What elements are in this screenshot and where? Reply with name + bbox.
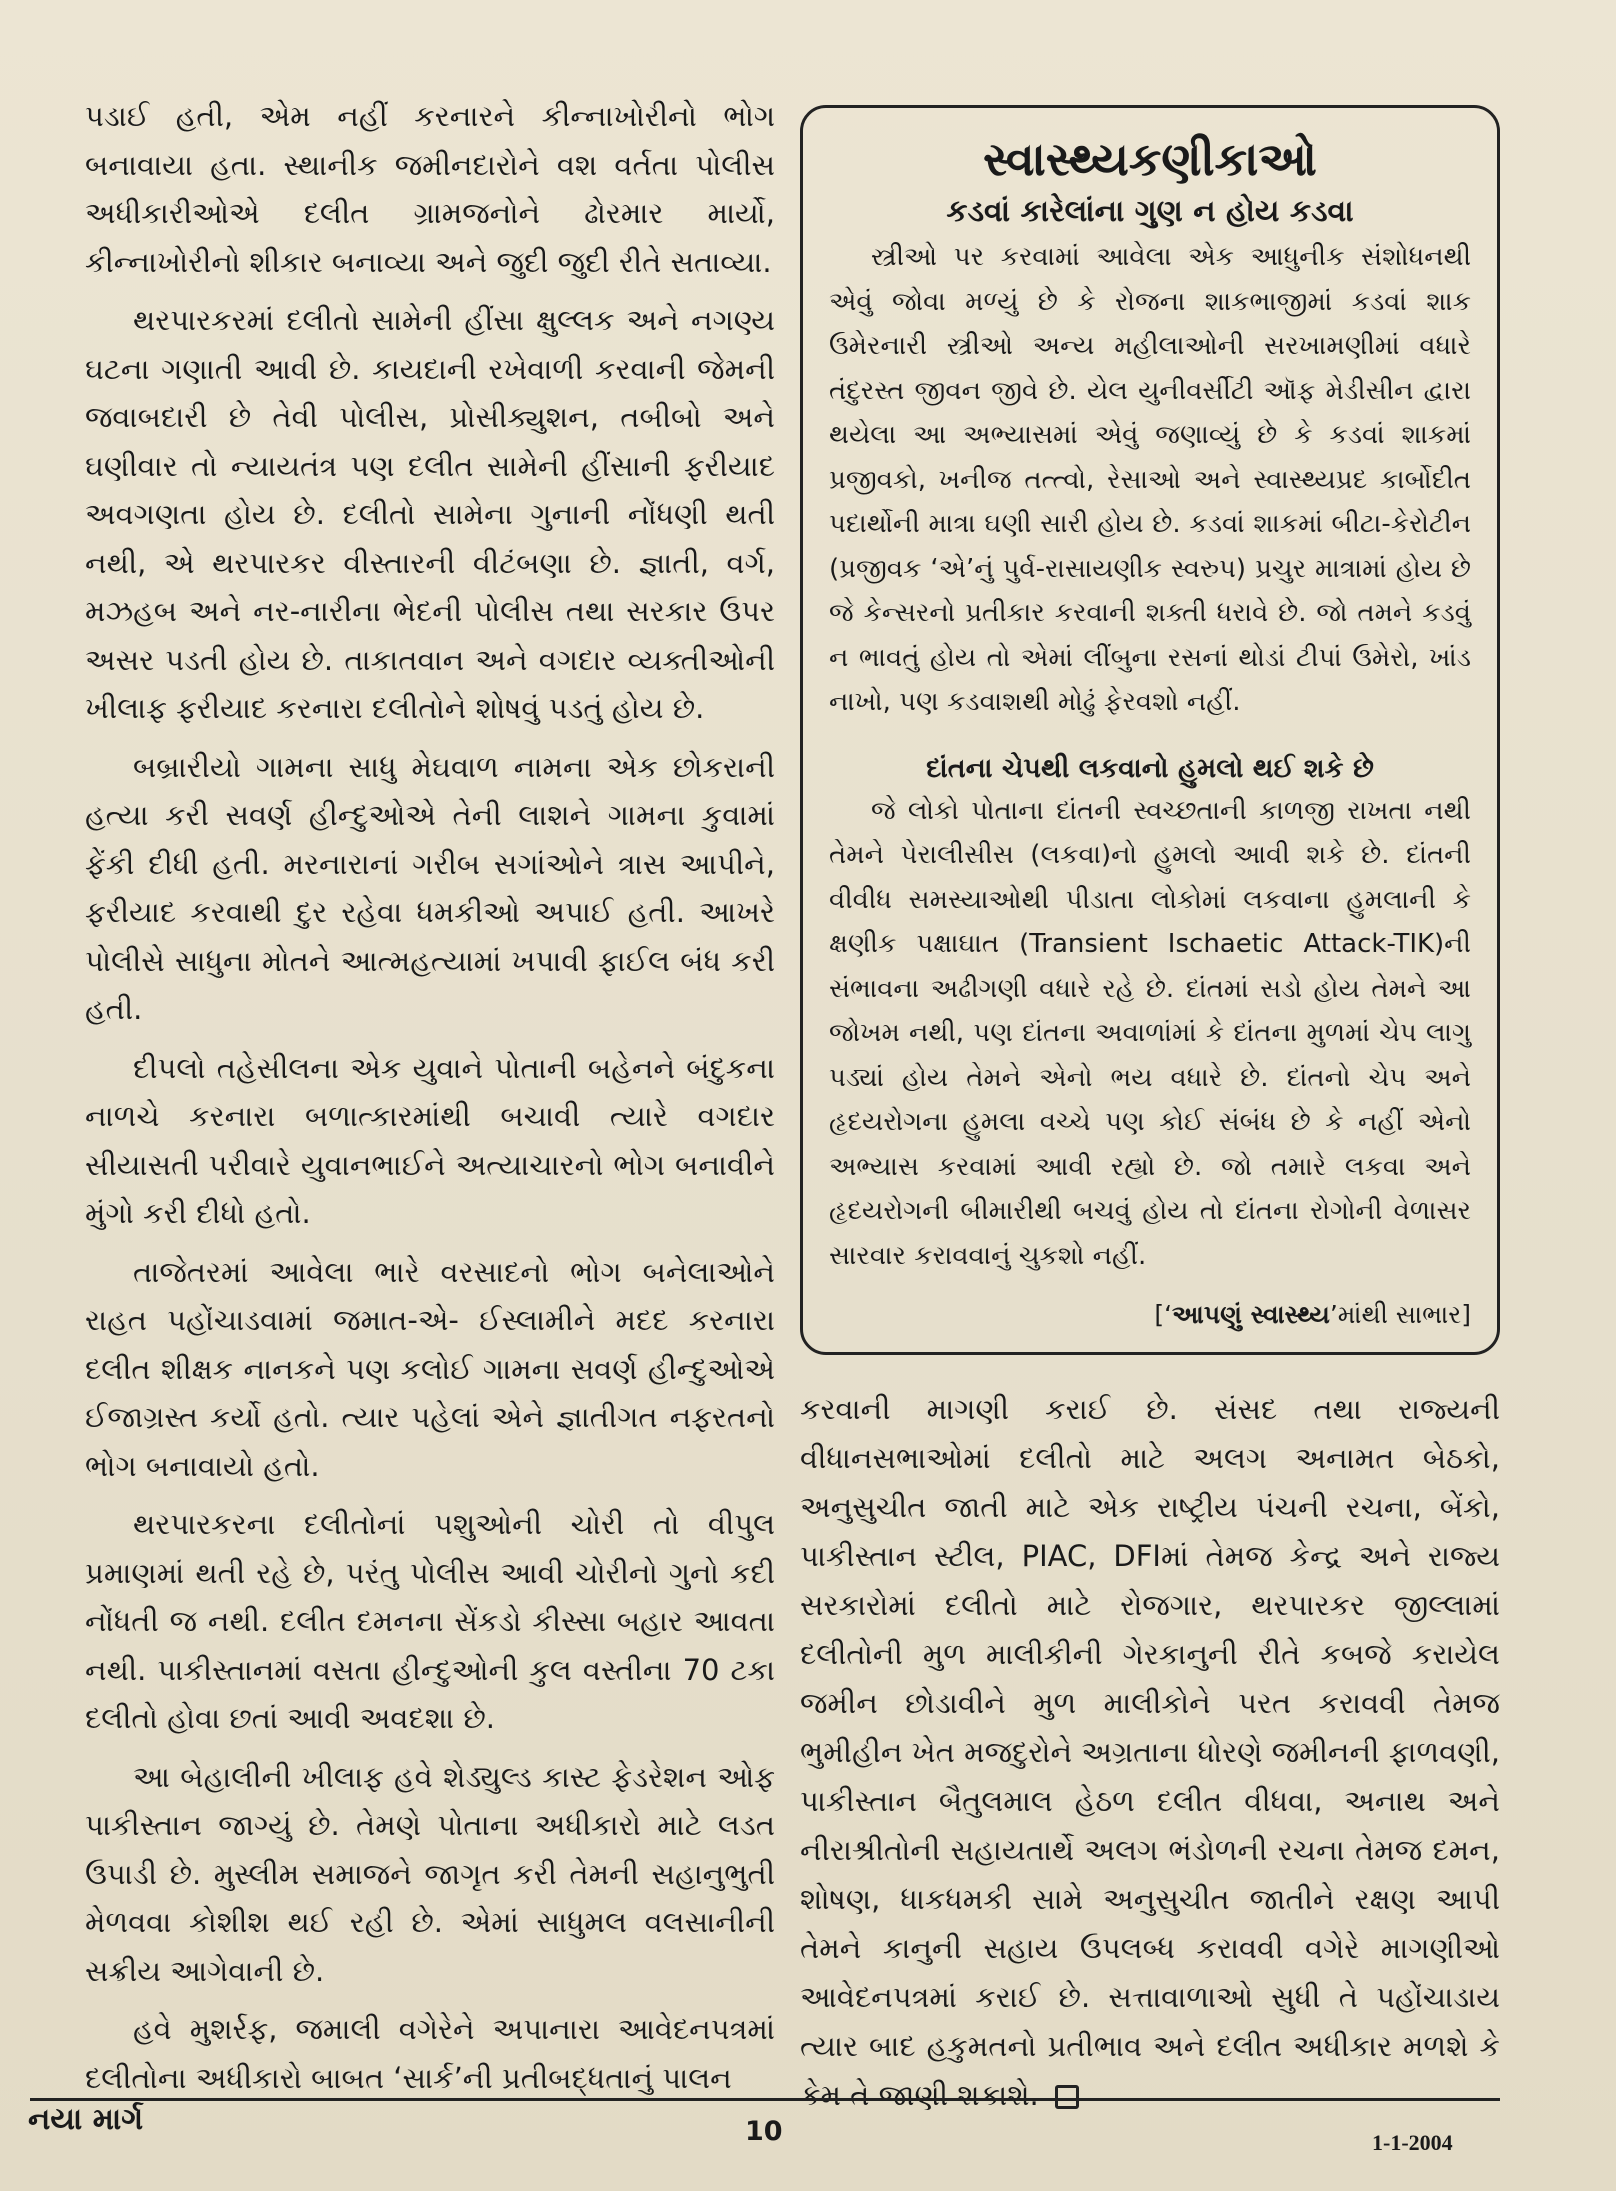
paragraph: થરપારકરના દલીતોનાં પશુઓની ચોરી તો વીપુલ પ્રમાણમાં થતી રહે છે, પરંતુ પોલીસ આવી ચોરીનો ગુનો કદી નોંધતી જ નથી. દલીત દમનના સેંકડો કીસ્સા બહાર આવતા નથી. પાકીસ્તાનમાં વસતા હીન્દુઓની કુલ વસ્તીના 70 ટકા દલીતો હોવા છતાં આવી અવદશા છે. — [85, 1507, 775, 1735]
box-paragraph: જે લોકો પોતાના દાંતની સ્વચ્છતાની કાળજી રાખતા નથી તેમને પેરાલીસીસ (લકવા)નો હુમલો આવી શકે છે. દાંતની વીવીધ સમસ્યાઓથી પીડાતા લોકોમાં લકવાના હુમલાની કે ક્ષણીક પક્ષાઘાત (Transient Ischaetic Attack-TIK)ની સંભાવના અઢીગણી વધારે રહે છે. દાંતમાં સડો હોય તેમને આ જોખમ નથી, પણ દાંતના અવાળાંમાં કે દાંતના મુળમાં ચેપ લાગુ પડ્યાં હોય તેમને એનો ભય વધારે છે. દાંતનો ચેપ અને હૃદયરોગના હુમલા વચ્ચે પણ કોઈ સંબંધ છે કે નહીં એનો અભ્યાસ કરવામાં આવી રહ્યો છે. જો તમારે લકવા અને હૃદયરોગની બીમારીથી બચવું હોય તો દાંતના રોગોની વેળાસર સારવાર કરાવવાનું ચુકશો નહીં. — [829, 795, 1471, 1271]
right-column — [800, 1385, 1500, 2120]
paragraph: દીપલો તહેસીલના એક યુવાને પોતાની બહેનને બંદુકના નાળચે કરનારા બળાત્કારમાંથી બચાવી ત્યારે વગદાર સીયાસતી પરીવારે યુવાનભાઈને અત્યાચારનો ભોગ બનાવીને મુંગો કરી દીધો હતો. — [85, 1050, 775, 1230]
box-subtitle-dental-infection: દાંતના ચેપથી લકવાનો હુમલો થઈ શકે છે — [926, 752, 1374, 784]
footer-rule — [30, 2098, 1500, 2101]
paragraph: આ બેહાલીની ખીલાફ હવે શેડ્યુલ્ડ કાસ્ટ ફેડરેશન ઓફ પાકીસ્તાન જાગ્યું છે. તેમણે પોતાના અધીકારો માટે લડત ઉપાડી છે. મુસ્લીમ સમાજને જાગૃત કરી તેમની સહાનુભુતી મેળવવા કોશીશ થઈ રહી છે. એમાં સાધુમલ વલસાનીની સક્રીય આગેવાની છે. — [85, 1759, 775, 1988]
credit-close: ’માંથી સાભાર] — [1329, 1300, 1471, 1329]
paragraph — [800, 1385, 1500, 2120]
paragraph: તાજેતરમાં આવેલા ભારે વરસાદનો ભોગ બનેલાઓને રાહત પહોંચાડવામાં જમાત-એ- ઈસ્લામીને મદદ કરનારા દલીત શીક્ષક નાનકને પણ કલોઈ ગામના સવર્ણ હીન્દુઓએ ઈજાગ્રસ્ત કર્યો હતો. ત્યાર પહેલાં એને જ્ઞાતીગત નફરતનો ભોગ બનાવાયો હતો. — [85, 1254, 775, 1483]
magazine-name: નયા માર્ગ — [28, 2102, 144, 2137]
paragraph: પડાઈ હતી, એમ નહીં કરનારને કીન્નાખોરીનો ભોગ બનાવાયા હતા. સ્થાનીક જમીનદારોને વશ વર્તતા પોલીસ અધીકારીઓએ દલીત ગ્રામજનોને ઢોરમાર માર્યો, કીન્નાખોરીનો શીકાર બનાવ્યા અને જુદી જુદી રીતે સતાવ્યા. — [85, 99, 775, 279]
left-column — [85, 92, 775, 2112]
box-paragraph: સ્ત્રીઓ પર કરવામાં આવેલા એક આધુનીક સંશોધનથી એવું જોવા મળ્યું છે કે રોજના શાકભાજીમાં કડવાં શાક ઉમેરનારી સ્ત્રીઓ અન્ય મહીલાઓની સરખામણીમાં વધારે તંદુરસ્ત જીવન જીવે છે. યેલ યુનીવર્સીટી ઑફ મેડીસીન દ્વારા થયેલા આ અભ્યાસમાં એવું જણાવ્યું છે કે કડવાં શાકમાં પ્રજીવકો, ખનીજ તત્ત્વો, રેસાઓ અને સ્વાસ્થ્યપ્રદ કાર્બોદીત પદાર્થોની માત્રા ઘણી સારી હોય છે. કડવાં શાકમાં બીટા-કેરોટીન (પ્રજીવક ‘એ’નું પુર્વ-રાસાયણીક સ્વરુપ) પ્રચુર માત્રામાં હોય છે જે કેન્સરનો પ્રતીકાર કરવાની શક્તી ધરાવે છે. જો તમને કડવું ન ભાવતું હોય તો એમાં લીંબુના રસનાં થોડાં ટીપાં ઉમેરો, ખાંડ નાખો, પણ કડવાશથી મોઢું ફેરવશો નહીં. — [829, 242, 1471, 717]
end-mark-icon — [1055, 2085, 1079, 2109]
paragraph-text: કરવાની માગણી કરાઈ છે. સંસદ તથા રાજ્યની વીધાનસભાઓમાં દલીતો માટે અલગ અનામત બેઠકો, અનુસુચીત જાતી માટે એક રાષ્ટ્રીય પંચની રચના, બેંકો, પાકીસ્તાન સ્ટીલ, PIAC, DFIમાં તેમજ કેન્દ્ર અને રાજ્ય સરકારોમાં દલીતો માટે રોજગાર, થરપારકર જીલ્લામાં દલીતોની મુળ માલીકીની ગેરકાનુની રીતે કબજે કરાયેલ જમીન છોડાવીને મુળ માલીકોને પરત કરાવવી તેમજ ભુમીહીન ખેત મજદુરોને અગ્રતાના ધોરણે જમીનની ફાળવણી, પાકીસ્તાન બૈતુલમાલ હેઠળ દલીત વીધવા, અનાથ અને નીરાશ્રીતોની સહાયતાર્થે અલગ ભંડોળની રચના તેમજ દમન, શોષણ, ધાકધમકી સામે અનુસુચીત જાતીને રક્ષણ આપી તેમને કાનુની સહાય ઉપલબ્ધ કરાવવી વગેરે માગણીઓ આવેદનપત્રમાં કરાઈ છે. સત્તાવાળાઓ સુધી તે પહોંચાડાય ત્યાર બાદ હકુમતનો પ્રતીભાવ અને દલીત અધીકાર મળશે કે કેમ તે જાણી શકાશે. — [800, 1392, 1500, 2112]
box-subtitle-bitter-gourd: કડવાં કારેલાંના ગુણ ન હોય કડવા — [946, 194, 1354, 229]
box-title: સ્વાસ્થ્યકણીકાઓ — [983, 132, 1317, 186]
paragraph: થરપારકરમાં દલીતો સામેની હીંસા ક્ષુલ્લક અને નગણ્ય ઘટના ગણાતી આવી છે. કાયદાની રખેવાળી કરવાની જેમની જવાબદારી છે તેવી પોલીસ, પ્રોસીક્યુશન, તબીબો અને ઘણીવાર તો ન્યાયતંત્ર પણ દલીત સામેની હીંસાની ફરીયાદ અવગણતા હોય છે. દલીતો સામેના ગુનાની નોંધણી થતી નથી, એ થરપારકર વીસ્તારની વીટંબણા છે. જ્ઞાતી, વર્ગ, મઝહબ અને નર-નારીના ભેદની પોલીસ તથા સરકાર ઉપર અસર પડતી હોય છે. તાકાતવાન અને વગદાર વ્યક્તીઓની ખીલાફ ફરીયાદ કરનારા દલીતોને શોષવું પડતું હોય છે. — [85, 303, 775, 725]
source-credit — [829, 1300, 1471, 1330]
credit-source-name: આપણું સ્વાસ્થ્ય — [1172, 1300, 1330, 1329]
health-tips-box — [800, 105, 1500, 1355]
issue-date: 1-1-2004 — [1372, 2130, 1453, 2155]
credit-open: [‘ — [1154, 1300, 1173, 1329]
paragraph: બબ્રારીયો ગામના સાધુ મેઘવાળ નામના એક છોકરાની હત્યા કરી સવર્ણ હીન્દુઓએ તેની લાશને ગામના કુવામાં ફેંકી દીધી હતી. મરનારાનાં ગરીબ સગાંઓને ત્રાસ આપીને, ફરીયાદ કરવાથી દુર રહેવા ધમકીઓ અપાઈ હતી. આખરે પોલીસે સાધુના મોતને આત્મહત્યામાં ખપાવી ફાઈલ બંધ કરી હતી. — [85, 749, 775, 1026]
paragraph: હવે મુશર્રફ, જમાલી વગેરેને અપાનારા આવેદનપત્રમાં દલીતોના અધીકારો બાબત ‘સાર્ક’ની પ્રતીબદ્ધતાનું પાલન — [85, 2012, 775, 2095]
page-number: 10 — [745, 2116, 783, 2147]
